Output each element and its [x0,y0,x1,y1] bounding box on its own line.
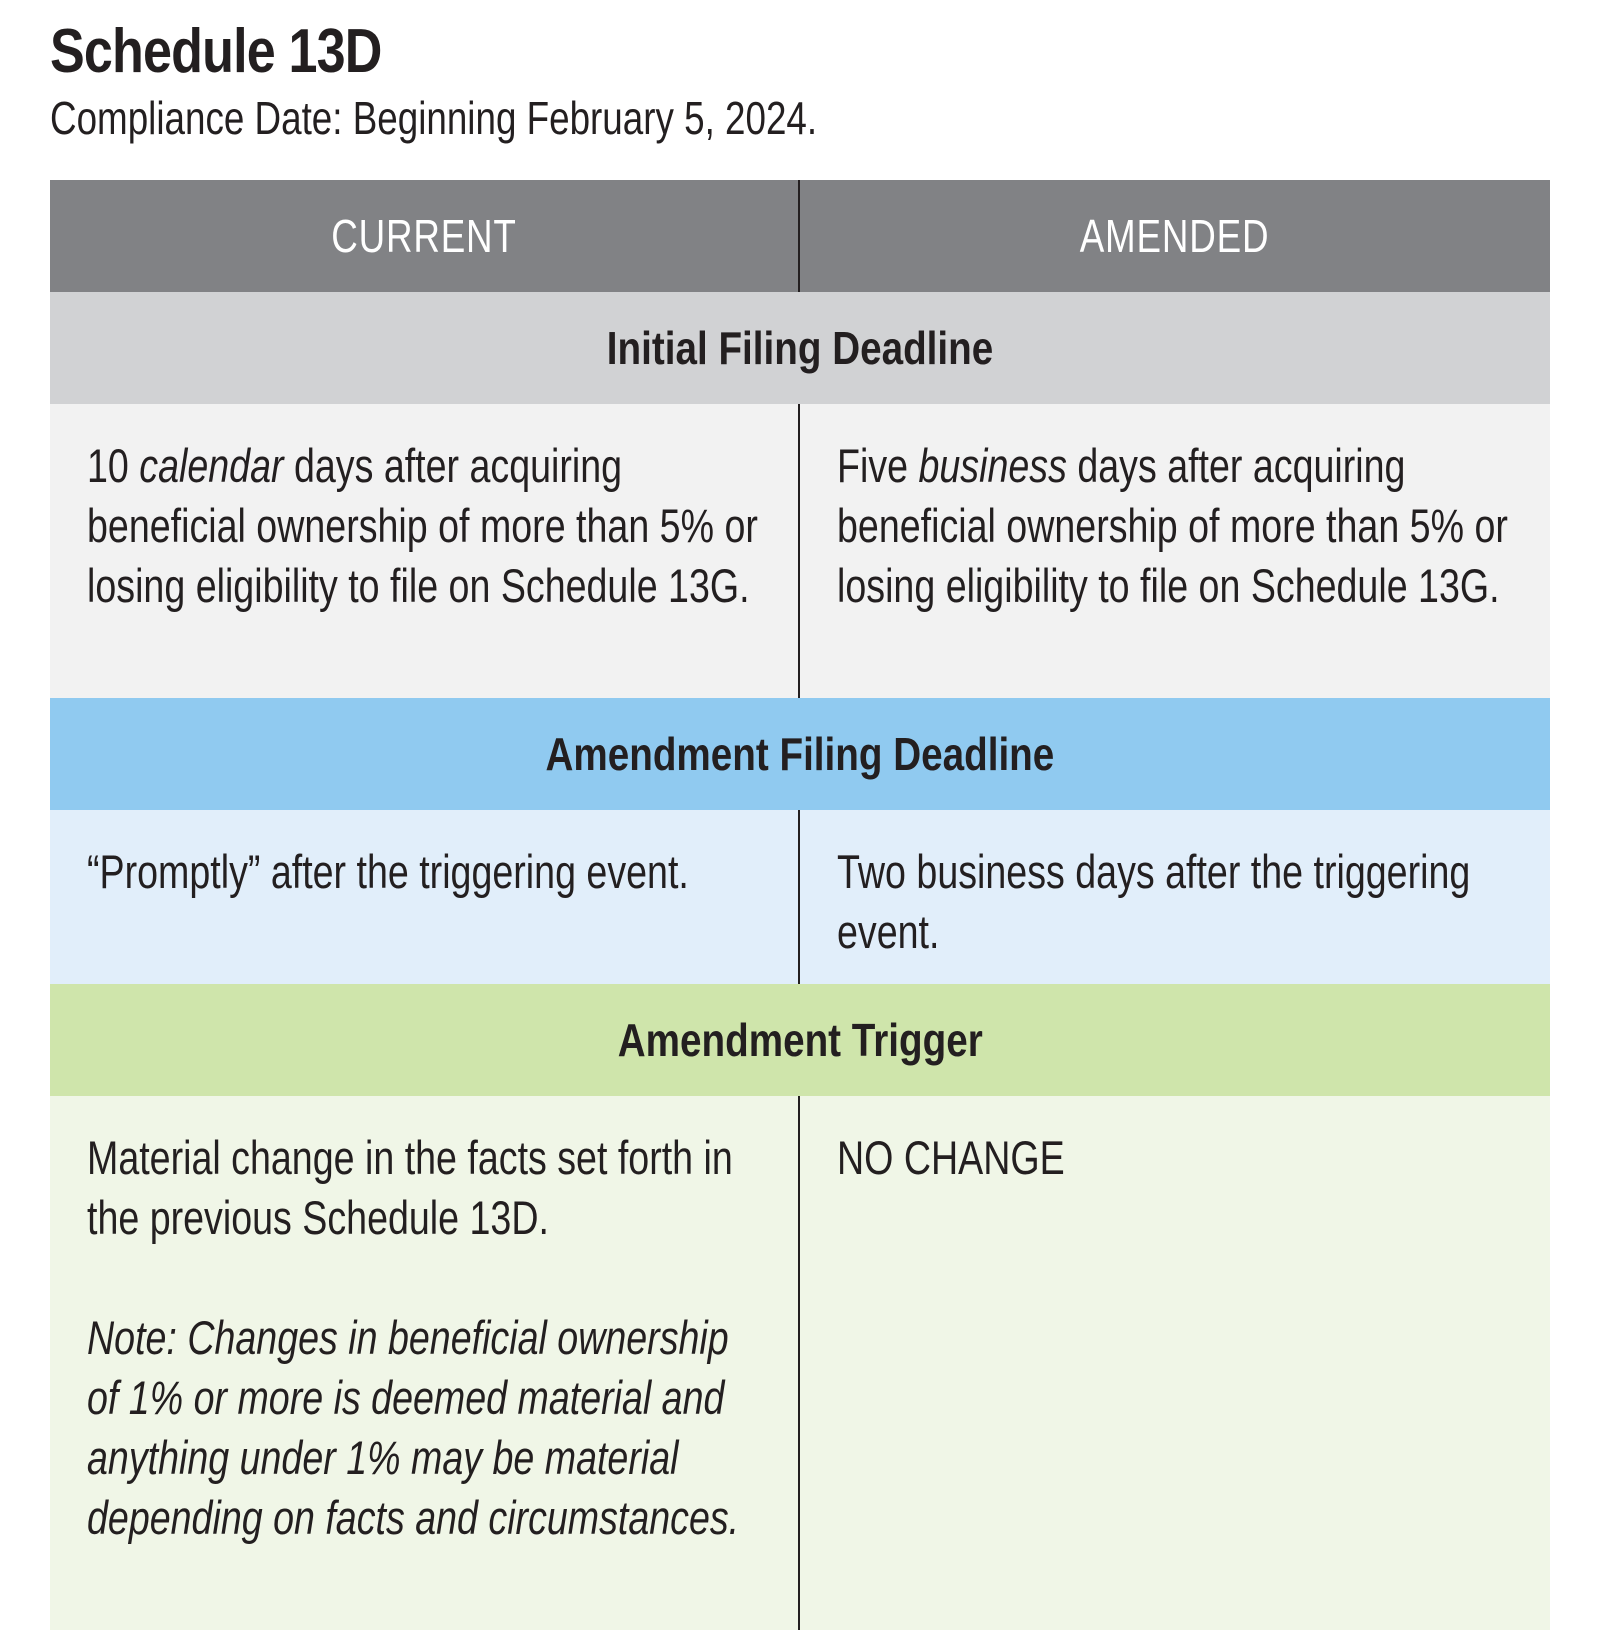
compliance-date: Compliance Date: Beginning February 5, 2024. [50,92,818,144]
column-header-row [50,180,1550,292]
cell-text: NO CHANGE [837,1131,1065,1184]
section-body-initial-filing-deadline [50,404,1550,698]
column-header-amended: AMENDED [1080,210,1270,262]
section-body-amendment-trigger [50,1096,1550,1630]
cell-amended-initial-filing [800,404,1550,698]
section-header-initial-filing-deadline: Initial Filing Deadline [50,292,1550,404]
section-header-amendment-trigger: Amendment Trigger [50,984,1550,1096]
cell-amended-amendment-filing [800,810,1550,984]
cell-text: “Promptly” after the triggering event. [87,845,689,898]
cell-note: Note: Changes in beneficial ownership of 1% or more is deemed material and anything under 1% may be material depending on facts and circumstances. [87,1311,740,1544]
cell-text: 10 calendar days after acquiring beneficial ownership of more than 5% or losing eligibility to file on Schedule 13G. [87,439,758,612]
cell-current-initial-filing [50,404,800,698]
cell-current-amendment-trigger [50,1096,800,1630]
section-header-amendment-filing-deadline: Amendment Filing Deadline [50,698,1550,810]
cell-text: Five business days after acquiring beneficial ownership of more than 5% or losing eligibility to file on Schedule 13G. [837,439,1508,612]
section-body-amendment-filing-deadline [50,810,1550,984]
comparison-table [50,180,1550,1630]
cell-current-amendment-filing [50,810,800,984]
cell-text: Material change in the facts set forth in the previous Schedule 13D. Note: Changes in beneficial ownership of 1% or more is deemed material and anything under 1% may be material depending on facts and circumstances. [87,1131,740,1544]
cell-amended-amendment-trigger [800,1096,1550,1630]
cell-text: Two business days after the triggering event. [837,845,1471,958]
column-header-current: CURRENT [50,180,800,292]
page-title: Schedule 13D [50,17,382,86]
